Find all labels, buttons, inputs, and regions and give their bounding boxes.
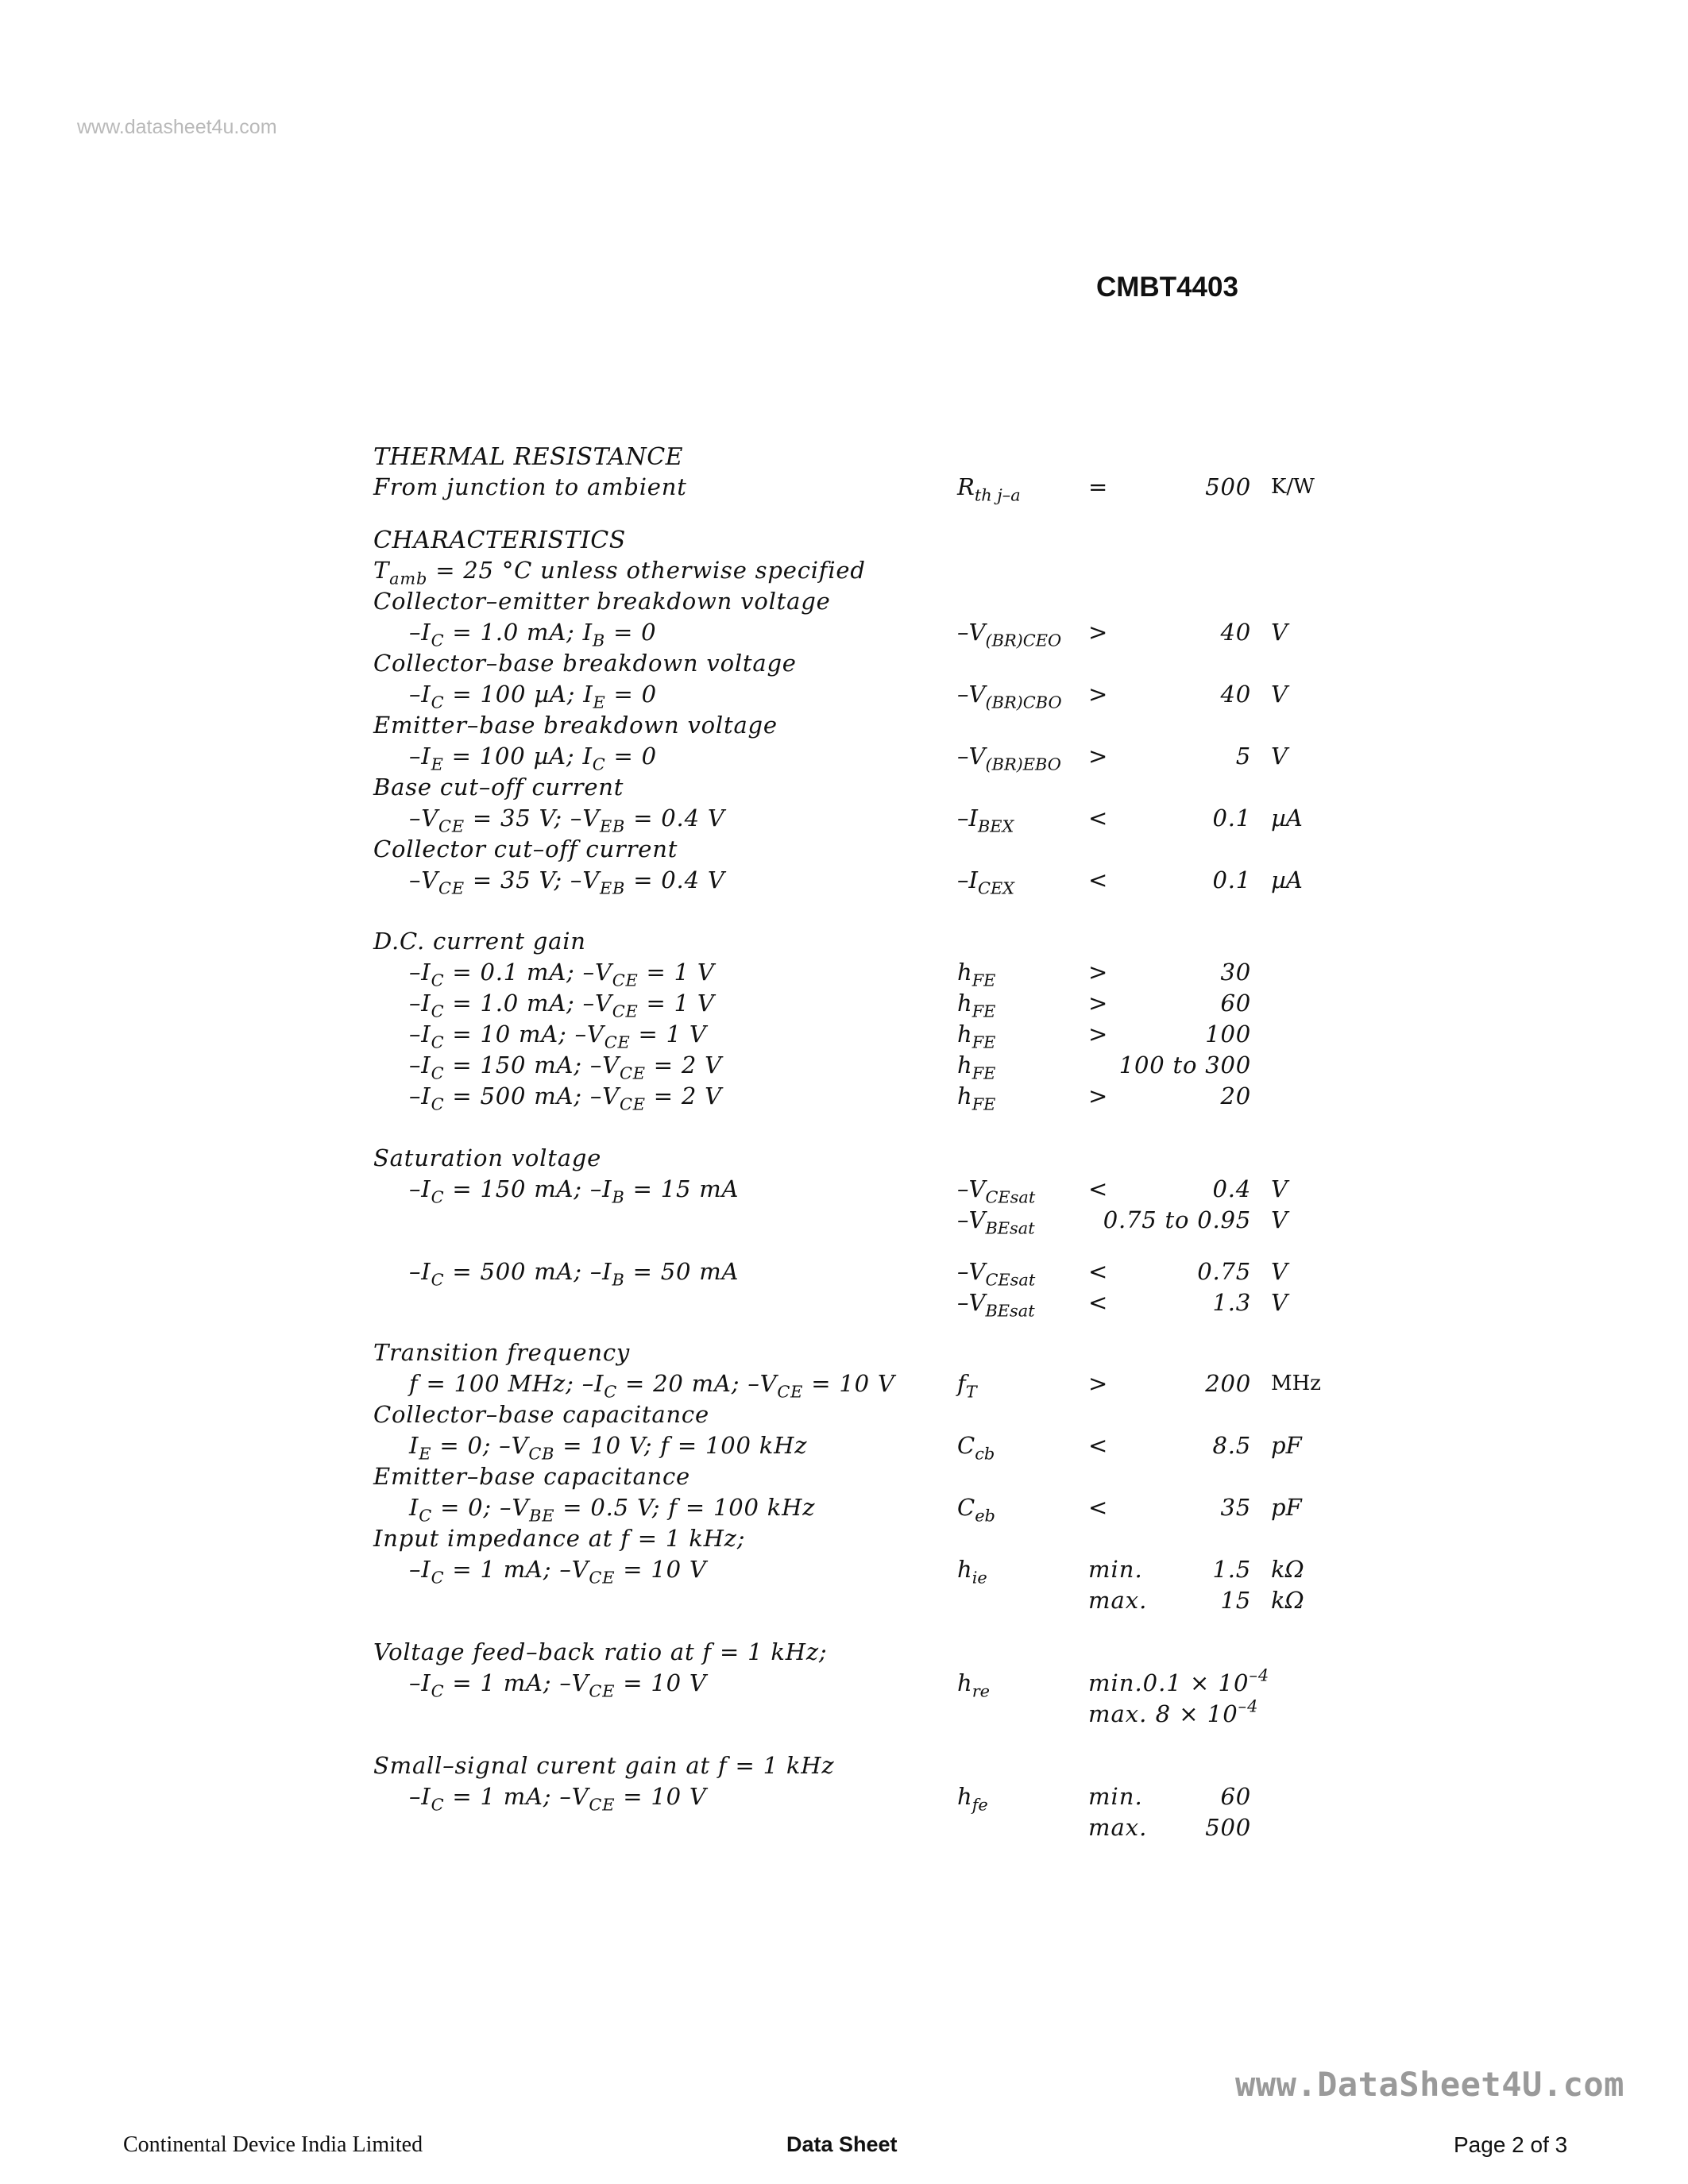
ibex-unit: µA: [1271, 805, 1303, 832]
characteristics-condition: $T_{amb} = 25$ °C unless otherwise specified: [373, 557, 866, 588]
hfe-small-condition: $-I_C = 1$ mA; $-V_{CE} = 10$ V: [409, 1783, 707, 1815]
ft-relation: >: [1088, 1370, 1108, 1397]
ccb-param: Collector–base capacitance: [373, 1401, 709, 1428]
hre-symbol: $h_{re}$: [957, 1669, 991, 1701]
ibex-symbol: $-I_{BEX}$: [957, 805, 1014, 836]
hfe-value-3: 100: [1205, 1021, 1251, 1048]
vbrebo-value: 5: [1235, 743, 1251, 770]
hie-max-label: max.: [1088, 1587, 1148, 1614]
ceb-condition: $I_C = 0$; $-V_{BE} = 0.5$ V; f = 100 kHz: [409, 1494, 816, 1526]
ccb-condition: $I_E = 0$; $-V_{CB} = 10$ V; f = 100 kHz: [409, 1432, 808, 1464]
vbrcbo-symbol: $-V_{(BR)CBO}$: [957, 681, 1062, 712]
ibex-condition: $-V_{CE} = 35$ V; $-V_{EB} = 0.4$ V: [409, 805, 725, 836]
hfe-small-min-label: min.: [1088, 1783, 1143, 1810]
vcesat-unit-1: V: [1271, 1175, 1288, 1202]
vcesat-value-1: 0.4: [1212, 1175, 1251, 1202]
thermal-relation: =: [1088, 473, 1108, 500]
hre-max: max. $8 \times 10^{-4}$: [1088, 1696, 1259, 1727]
part-number: CMBT4403: [1096, 272, 1238, 303]
vbrebo-condition: $-I_E = 100$ µA; $I_C = 0$: [409, 743, 657, 774]
vbrceo-unit: V: [1271, 619, 1288, 646]
ceb-unit: pF: [1271, 1494, 1302, 1521]
hfe-value-5: 20: [1220, 1082, 1251, 1109]
icex-symbol: $-I_{CEX}$: [957, 866, 1015, 898]
ceb-symbol: $C_{eb}$: [957, 1494, 995, 1526]
hie-param: Input impedance at f = 1 kHz;: [373, 1525, 746, 1552]
ccb-value: 8.5: [1212, 1432, 1251, 1459]
hfe-symbol-1: $h_{FE}$: [957, 959, 996, 990]
ft-value: 200: [1205, 1370, 1251, 1397]
vcesat-unit-2: V: [1271, 1258, 1288, 1285]
hfe-value-4: 100 to 300: [1118, 1051, 1251, 1078]
ibex-value: 0.1: [1212, 805, 1251, 832]
vcesat-symbol-1: $-V_{CEsat}$: [957, 1175, 1036, 1207]
ft-symbol: $f_T$: [957, 1370, 977, 1402]
top-watermark: www.datasheet4u.com: [77, 116, 277, 138]
hfe-relation-2: >: [1088, 990, 1108, 1017]
company-name: Continental Device India Limited: [123, 2132, 423, 2157]
ceb-param: Emitter–base capacitance: [373, 1463, 691, 1490]
icex-unit: µA: [1271, 866, 1303, 893]
vbrcbo-value: 40: [1220, 681, 1251, 708]
vcesat-value-2: 0.75: [1197, 1258, 1251, 1285]
hfe-condition-3: $-I_C = 10$ mA; $-V_{CE} = 1$ V: [409, 1021, 707, 1052]
hie-min-label: min.: [1088, 1556, 1143, 1583]
hfe-value-1: 30: [1220, 959, 1251, 986]
hie-condition: $-I_C = 1$ mA; $-V_{CE} = 10$ V: [409, 1556, 707, 1588]
vcesat-relation-1: <: [1088, 1175, 1108, 1202]
transition-param: Transition frequency: [373, 1339, 631, 1366]
icex-value: 0.1: [1212, 866, 1251, 893]
hre-min: $\min.0.1 \times 10^{-4}$: [1088, 1665, 1270, 1696]
hfe-condition-4: $-I_C = 150$ mA; $-V_{CE} = 2$ V: [409, 1051, 722, 1083]
ceb-value: 35: [1220, 1494, 1251, 1521]
vbrceo-condition: $-I_C = 1.0$ mA; $I_B = 0$: [409, 619, 657, 650]
hfe-condition-5: $-I_C = 500$ mA; $-V_{CE} = 2$ V: [409, 1082, 722, 1114]
vcesat-relation-2: <: [1088, 1258, 1108, 1285]
page-number: Page 2 of 3: [1454, 2132, 1568, 2157]
ccb-symbol: $C_{cb}$: [957, 1432, 995, 1464]
hie-max-value: 15: [1220, 1587, 1251, 1614]
ibex-relation: <: [1088, 805, 1108, 832]
hfe-condition-2: $-I_C = 1.0$ mA; $-V_{CE} = 1$ V: [409, 990, 715, 1021]
vbesat-value-1: 0.75 to 0.95: [1103, 1206, 1251, 1233]
vbrebo-param: Emitter–base breakdown voltage: [373, 712, 778, 739]
vbesat-relation-2: <: [1088, 1289, 1108, 1316]
vcesat-symbol-2: $-V_{CEsat}$: [957, 1258, 1036, 1290]
vbrcbo-param: Collector–base breakdown voltage: [373, 650, 797, 677]
hfe-small-max-label: max.: [1088, 1814, 1148, 1841]
ft-unit: MHz: [1271, 1372, 1321, 1395]
ft-condition: f = 100 MHz; $-I_C = 20$ mA; $-V_{CE} = 10$ V: [409, 1370, 895, 1402]
hre-param: Voltage feed–back ratio at f = 1 kHz;: [373, 1638, 828, 1665]
hfe-symbol-2: $h_{FE}$: [957, 990, 996, 1021]
hie-max-unit: kΩ: [1271, 1587, 1304, 1614]
thermal-unit: K/W: [1271, 475, 1315, 499]
thermal-resistance-heading: THERMAL RESISTANCE: [373, 443, 684, 471]
vbrceo-relation: >: [1088, 619, 1108, 646]
vbrebo-unit: V: [1271, 743, 1288, 770]
dc-gain-param: D.C. current gain: [373, 928, 586, 955]
ccb-unit: pF: [1271, 1432, 1302, 1459]
vbesat-symbol-2: $-V_{BEsat}$: [957, 1289, 1035, 1321]
vbrebo-relation: >: [1088, 743, 1108, 770]
hfe-small-min-value: 60: [1220, 1783, 1251, 1810]
hie-min-value: 1.5: [1212, 1556, 1251, 1583]
hfe-symbol-5: $h_{FE}$: [957, 1082, 996, 1114]
ceb-relation: <: [1088, 1494, 1108, 1521]
icex-param: Collector cut–off current: [373, 835, 678, 862]
ccb-relation: <: [1088, 1432, 1108, 1459]
thermal-value: 500: [1205, 473, 1251, 500]
doc-type: Data Sheet: [786, 2132, 898, 2156]
hfe-small-max-value: 500: [1205, 1814, 1251, 1841]
thermal-symbol: $R_{th j-a}$: [957, 473, 1021, 505]
hfe-relation-1: >: [1088, 959, 1108, 986]
vbrebo-symbol: $-V_{(BR)EBO}$: [957, 743, 1061, 774]
vbrceo-symbol: $-V_{(BR)CEO}$: [957, 619, 1062, 650]
hie-min-unit: kΩ: [1271, 1556, 1304, 1583]
hfe-symbol-4: $h_{FE}$: [957, 1051, 996, 1083]
saturation-param: Saturation voltage: [373, 1144, 602, 1171]
hfe-relation-5: >: [1088, 1082, 1108, 1109]
icex-relation: <: [1088, 866, 1108, 893]
vbrceo-value: 40: [1220, 619, 1251, 646]
thermal-param: From junction to ambient: [373, 473, 687, 500]
vbesat-unit-2: V: [1271, 1289, 1288, 1316]
vbesat-unit-1: V: [1271, 1206, 1288, 1233]
icex-condition: $-V_{CE} = 35$ V; $-V_{EB} = 0.4$ V: [409, 866, 725, 898]
hfe-value-2: 60: [1220, 990, 1251, 1017]
hie-symbol: $h_{ie}$: [957, 1556, 987, 1588]
hre-condition: $-I_C = 1$ mA; $-V_{CE} = 10$ V: [409, 1669, 707, 1701]
vbesat-symbol-1: $-V_{BEsat}$: [957, 1206, 1035, 1238]
hfe-symbol-3: $h_{FE}$: [957, 1021, 996, 1052]
sat-condition-2: $-I_C = 500$ mA; $-I_B = 50$ mA: [409, 1258, 740, 1290]
bottom-watermark: www.DataSheet4U.com: [1235, 2065, 1624, 2104]
hfe-condition-1: $-I_C = 0.1$ mA; $-V_{CE} = 1$ V: [409, 959, 715, 990]
vbesat-value-2: 1.3: [1212, 1289, 1251, 1316]
hfe-small-symbol: $h_{fe}$: [957, 1783, 988, 1815]
sat-condition-1: $-I_C = 150$ mA; $-I_B = 15$ mA: [409, 1175, 740, 1207]
vbrcbo-relation: >: [1088, 681, 1108, 708]
hfe-relation-3: >: [1088, 1021, 1108, 1048]
characteristics-heading: CHARACTERISTICS: [373, 527, 626, 554]
vbrcbo-condition: $-I_C = 100$ µA; $I_E = 0$: [409, 681, 657, 712]
vbrceo-param: Collector–emitter breakdown voltage: [373, 588, 831, 615]
ibex-param: Base cut–off current: [373, 774, 624, 801]
hfe-small-param: Small–signal curent gain at f = 1 kHz: [373, 1752, 835, 1779]
vbrcbo-unit: V: [1271, 681, 1288, 708]
